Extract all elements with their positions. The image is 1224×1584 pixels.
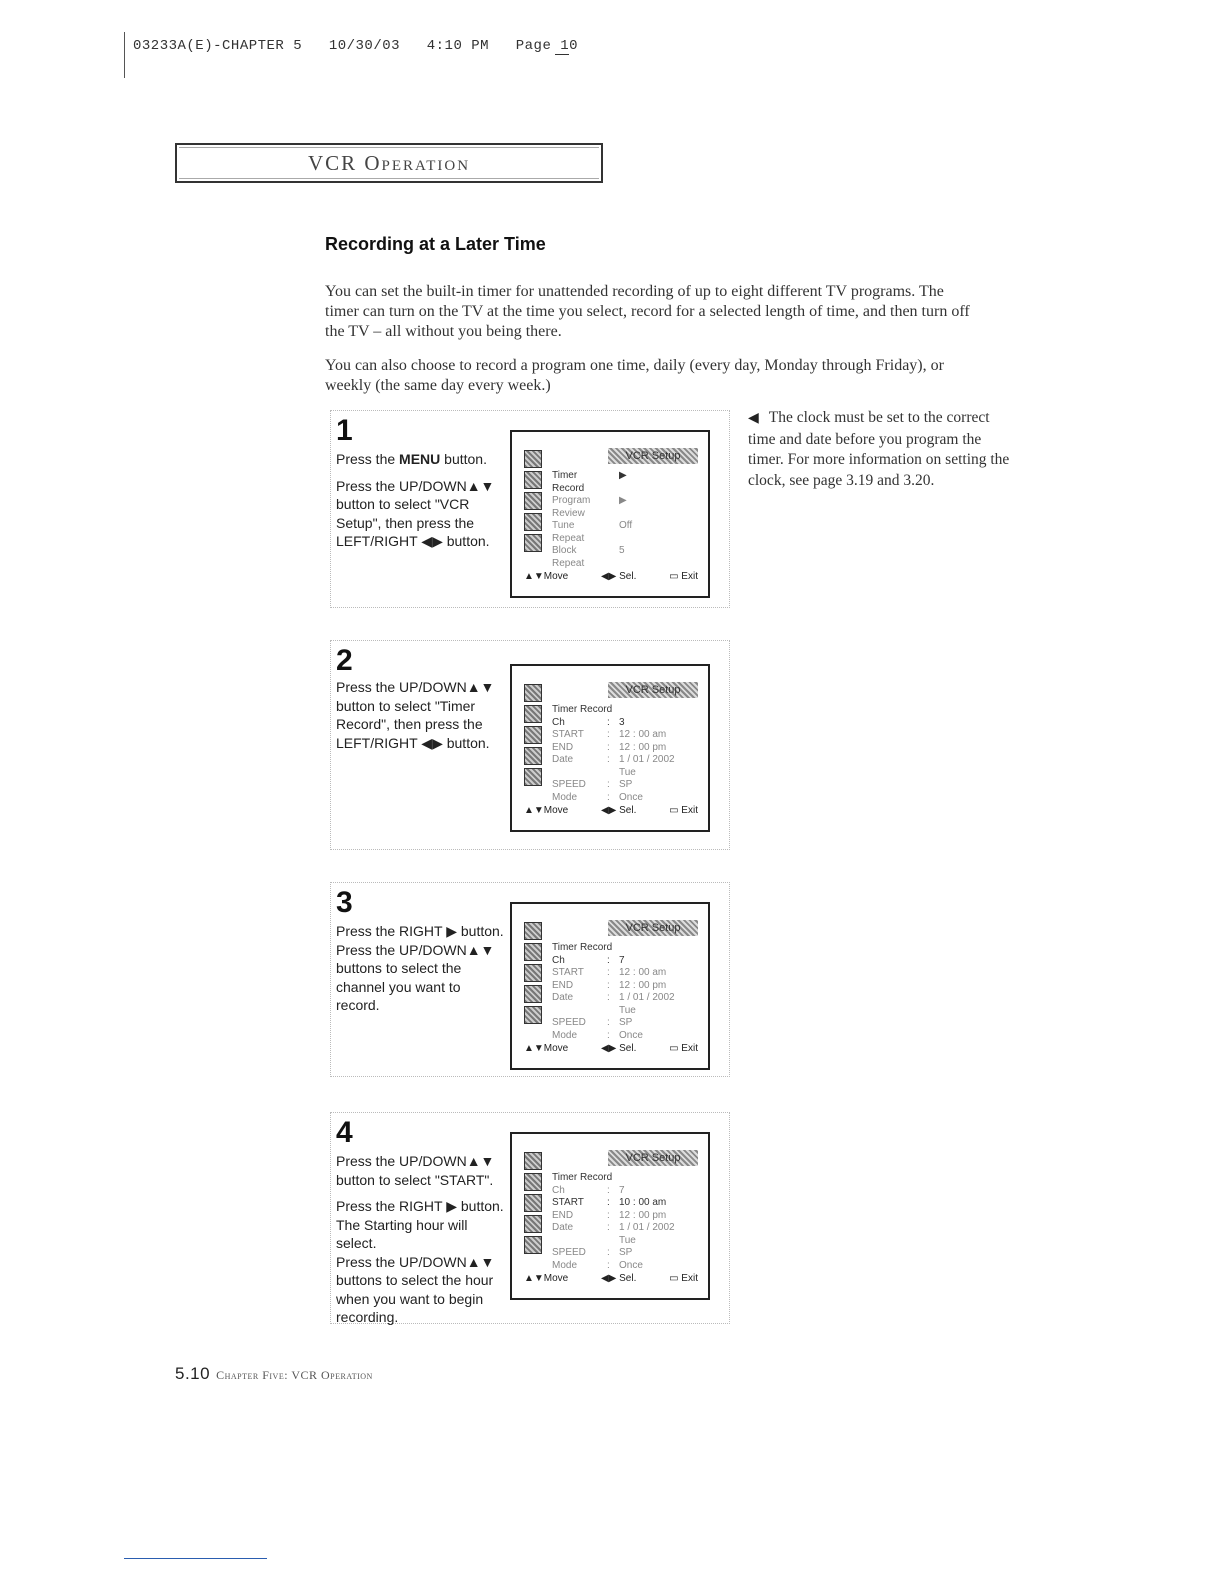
osd-row: END : 12 : 00 pm (552, 741, 667, 753)
note-arrow-icon: ◀ (748, 411, 759, 426)
osd-row: Mode : Once (552, 1029, 643, 1041)
menu-tab-icon (524, 684, 542, 702)
menu-tab-icon (524, 471, 542, 489)
osd-title: VCR Setup (608, 1150, 698, 1166)
osd-menu-icons (524, 922, 544, 1027)
osd-title: VCR Setup (608, 682, 698, 698)
osd-row: Timer Record (552, 1172, 613, 1183)
step-instructions (336, 1152, 506, 1327)
osd-move-hint: ▲▼Move (524, 1043, 569, 1054)
step-number: 3 (336, 886, 353, 919)
osd-row: END : 12 : 00 pm (552, 979, 667, 991)
section-title-box (175, 143, 603, 183)
instruction-line: Press the UP/DOWN▲▼ buttons to select the hour when you want to begin recording. (336, 1253, 495, 1325)
note-text: The clock must be set to the correct time and date before you program the timer. For more information on setting the clock, see page 3.19 and 3.20. (748, 409, 1010, 489)
page-heading: Recording at a Later Time (325, 234, 546, 254)
step-instructions (336, 922, 506, 1015)
osd-exit-hint: ▭ Exit (669, 805, 698, 816)
instruction-line: Press the MENU button. (336, 451, 487, 467)
osd-row: END : 12 : 00 pm (552, 1209, 667, 1221)
osd-footer (524, 571, 698, 582)
osd-screen (510, 902, 710, 1070)
osd-row: Date : 1 / 01 / 2002 (552, 754, 675, 765)
menu-tab-icon (524, 1215, 542, 1233)
step-4 (330, 1112, 730, 1324)
osd-screen (510, 664, 710, 832)
instruction-line: Press the UP/DOWN▲▼ button to select "START". (336, 1153, 495, 1188)
osd-row: START : 12 : 00 am (552, 729, 667, 740)
menu-tab-icon (524, 922, 542, 940)
osd-row: Tune Repeat Off (552, 520, 633, 544)
instruction-line: Press the UP/DOWN▲▼ button to select "Timer Record", then press the LEFT/RIGHT ◀▶ button. (336, 679, 495, 751)
menu-tab-icon (524, 1006, 542, 1024)
clock-note (748, 408, 1013, 491)
step-3 (330, 882, 730, 1077)
osd-select-hint: ◀▶ Sel. (600, 1043, 637, 1054)
osd-menu-icons (524, 450, 544, 555)
step-number: 1 (336, 414, 353, 447)
osd-row: Timer Record ▶ (552, 470, 627, 494)
osd-select-hint: ◀▶ Sel. (600, 1273, 637, 1284)
step-instructions (336, 678, 506, 752)
osd-screen (510, 1132, 710, 1300)
osd-row: Ch : 3 (552, 716, 625, 728)
osd-row: START : 10 : 00 am (552, 1197, 667, 1208)
margin-rule (124, 32, 125, 78)
osd-row: Mode : Once (552, 1259, 643, 1271)
menu-tab-icon (524, 450, 542, 468)
step-2 (330, 640, 730, 850)
osd-menu-icons (524, 684, 544, 789)
osd-footer (524, 805, 698, 816)
menu-tab-icon (524, 492, 542, 510)
osd-row: Date : 1 / 01 / 2002 (552, 992, 675, 1003)
osd-row: SPEED : SP (552, 1017, 633, 1028)
instruction-line: Press the RIGHT ▶ button. (336, 923, 504, 939)
instruction-line: Press the RIGHT ▶ button. The Starting hour will select. (336, 1198, 504, 1251)
page-footer (175, 1364, 373, 1384)
intro-paragraph-1: You can set the built-in timer for unattended recording of up to eight different TV programs. The timer can turn on the TV at the time you select, record for a selected length of time, and then turn off the TV – all without you being there. (325, 283, 970, 340)
instruction-line: Press the UP/DOWN▲▼ buttons to select the channel you want to record. (336, 941, 495, 1013)
osd-move-hint: ▲▼Move (524, 1273, 569, 1284)
osd-row: SPEED : SP (552, 779, 633, 790)
print-header: 03233A(E)-CHAPTER 5 10/30/03 4:10 PM Page 10 (133, 38, 579, 54)
osd-exit-hint: ▭ Exit (669, 1273, 698, 1284)
osd-menu-rows (552, 1172, 702, 1272)
osd-row: Program Review ▶ (552, 495, 627, 519)
osd-menu-rows (552, 704, 702, 804)
section-title: VCR Operation (307, 151, 471, 175)
step-instructions (336, 450, 506, 551)
menu-tab-icon (524, 768, 542, 786)
footer-page-number: 5.10 (175, 1364, 211, 1383)
instruction-line: Press the UP/DOWN▲▼ button to select "VCR Setup", then press the LEFT/RIGHT ◀▶ button. (336, 477, 495, 549)
menu-tab-icon (524, 1152, 542, 1170)
header-underline (555, 54, 569, 55)
osd-footer (524, 1273, 698, 1284)
osd-row: Date : 1 / 01 / 2002 (552, 1222, 675, 1233)
osd-menu-rows (552, 470, 702, 570)
osd-row: Mode : Once (552, 791, 643, 803)
footer-chapter: Chapter Five: VCR Operation (216, 1368, 373, 1382)
menu-tab-icon (524, 943, 542, 961)
osd-title: VCR Setup (608, 920, 698, 936)
osd-row: START : 12 : 00 am (552, 967, 667, 978)
menu-tab-icon (524, 964, 542, 982)
osd-move-hint: ▲▼Move (524, 571, 569, 582)
step-number: 4 (336, 1116, 353, 1149)
menu-tab-icon (524, 985, 542, 1003)
step-number: 2 (336, 644, 353, 677)
osd-move-hint: ▲▼Move (524, 805, 569, 816)
osd-row: Tue (619, 1004, 636, 1016)
osd-exit-hint: ▭ Exit (669, 571, 698, 582)
osd-row: Timer Record (552, 704, 613, 715)
osd-row: Tue (619, 766, 636, 778)
menu-tab-icon (524, 747, 542, 765)
menu-tab-icon (524, 726, 542, 744)
osd-menu-rows (552, 942, 702, 1042)
menu-tab-icon (524, 1236, 542, 1254)
osd-footer (524, 1043, 698, 1054)
osd-row: Ch : 7 (552, 1184, 625, 1196)
osd-select-hint: ◀▶ Sel. (600, 571, 637, 582)
bottom-rule (124, 1558, 267, 1559)
intro-paragraph-2: You can also choose to record a program one time, daily (every day, Monday through Friday), or weekly (the same day every week.) (325, 357, 944, 394)
menu-tab-icon (524, 1173, 542, 1191)
osd-row: Timer Record (552, 942, 613, 953)
osd-exit-hint: ▭ Exit (669, 1043, 698, 1054)
osd-title: VCR Setup (608, 448, 698, 464)
osd-screen (510, 430, 710, 598)
menu-tab-icon (524, 705, 542, 723)
step-1 (330, 410, 730, 608)
osd-row: Tue (619, 1234, 636, 1246)
menu-tab-icon (524, 534, 542, 552)
osd-row: Ch : 7 (552, 954, 625, 966)
osd-select-hint: ◀▶ Sel. (600, 805, 637, 816)
osd-row: Block Repeat 5 (552, 545, 625, 569)
menu-tab-icon (524, 513, 542, 531)
osd-menu-icons (524, 1152, 544, 1257)
menu-tab-icon (524, 1194, 542, 1212)
osd-row: SPEED : SP (552, 1247, 633, 1258)
